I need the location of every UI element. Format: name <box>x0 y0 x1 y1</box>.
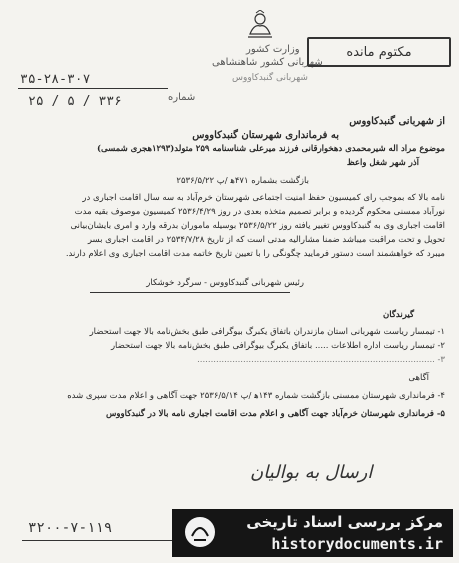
cc-line: ۵- فرمانداری شهرستان خرم‌آباد جهت آگاهی و اعلام مدت اقامت اجباری نامه بالا در گنبدکاووس <box>106 409 445 419</box>
number-label: شماره <box>168 92 196 103</box>
cc-title: گیرندگان <box>382 310 414 320</box>
document-date: ۲۵ / ۵ / ۳۳۶ <box>28 94 122 109</box>
to-line: به فرمانداری شهرستان گنبدکاووس <box>192 130 339 141</box>
paragraph-line: میبرد که خواهشمند است دستور فرمایید چگونگی را با تعیین تاریخ خاتمه مدت اقامت اجباری وی اعلام دارند. <box>65 249 445 259</box>
paragraph-line: نورآباد ممسنی محکوم گردیده و برابر تصمیم متخذه بعدی در روز ۲۵۳۶/۴/۲۹ کمیسیون موصوف بقیه مدت <box>74 207 445 217</box>
cc-line: ۴- فرمانداری شهرستان ممسنی بازگشت شماره ۱۴۳ه‍ /پ ۲۵۳۶/۵/۱۴ جهت آگاهی و اعلام مدت سپری شده <box>67 391 445 401</box>
classification-stamp: مکتوم مانده <box>307 37 451 67</box>
cc-line: ۳- ........................................................................................ <box>197 355 445 365</box>
org-heading: شهربانی کشور شاهنشاهی <box>212 57 323 68</box>
ministry-heading: وزارت کشور <box>246 44 300 55</box>
lion-and-sun-emblem-icon <box>244 10 276 40</box>
document-number: ۳۵-۲۸-۳۰۷ <box>20 72 91 87</box>
reference-line: بازگشت بشماره ۴۷۱ه‍ /پ ۲۵۳۶/۵/۲۲ <box>176 176 309 186</box>
cc-line: ۲- تیمسار ریاست اداره اطلاعات ..... باتفاق یکبرگ بیوگرافی طبق بخش‌نامه بالا جهت استحضار <box>110 341 445 351</box>
bottom-underline <box>22 540 182 541</box>
cc-line: ۱- تیمسار ریاست شهربانی استان مازندران باتفاق یکبرگ بیوگرافی طبق بخش‌نامه بالا جهت استحضار <box>89 327 445 337</box>
subject-line-2: آذر شهر شغل واعظ <box>346 158 419 168</box>
sub-heading: شهربانی گنبدکاووس <box>232 73 308 83</box>
archive-logo-icon <box>182 514 218 550</box>
signer-line: رئیس شهربانی گنبدکاووس - سرگرد خوشکار <box>146 278 304 288</box>
number-underline <box>18 88 168 89</box>
handwritten-signature: ارسال به بوالیان <box>250 462 373 483</box>
watermark-site: historydocuments.ir <box>271 535 443 553</box>
paragraph-line: اقامت اجباری وی به گنبدکاووس تغییر یافته روز ۲۵۳۶/۵/۲۲ بوسیله ماموران بدرقه وارد و امری بایشان‌بیانی <box>70 221 445 231</box>
bottom-handwritten-number: ۳۲۰۰-۷-۱۱۹ <box>28 520 113 536</box>
paragraph-line: تحویل و تحت مراقبت میباشد ضمنا مشارالیه مدتی است که از تاریخ ۲۵۳۴/۷/۲۸ در اقامت اجباری بسر <box>87 235 445 245</box>
watermark-title: مرکز بررسی اسناد تاریخی <box>246 513 443 531</box>
subject-line: موضوع مراد اله شیرمحمدی دهخوارقانی فرزند میرعلی شناسنامه ۲۵۹ متولد(۱۲۹۳هجری شمسی) <box>96 144 445 154</box>
from-line: از شهربانی گنبدکاووس <box>349 116 445 127</box>
signer-underline <box>90 292 290 293</box>
cc-line: آگاهی <box>408 373 429 383</box>
paragraph-line: نامه‌ بالا که بموجب رای کمیسیون حفظ امنیت اجتماعی شهرستان خرم‌آباد به سه سال اقامت اجباری در <box>82 193 445 203</box>
